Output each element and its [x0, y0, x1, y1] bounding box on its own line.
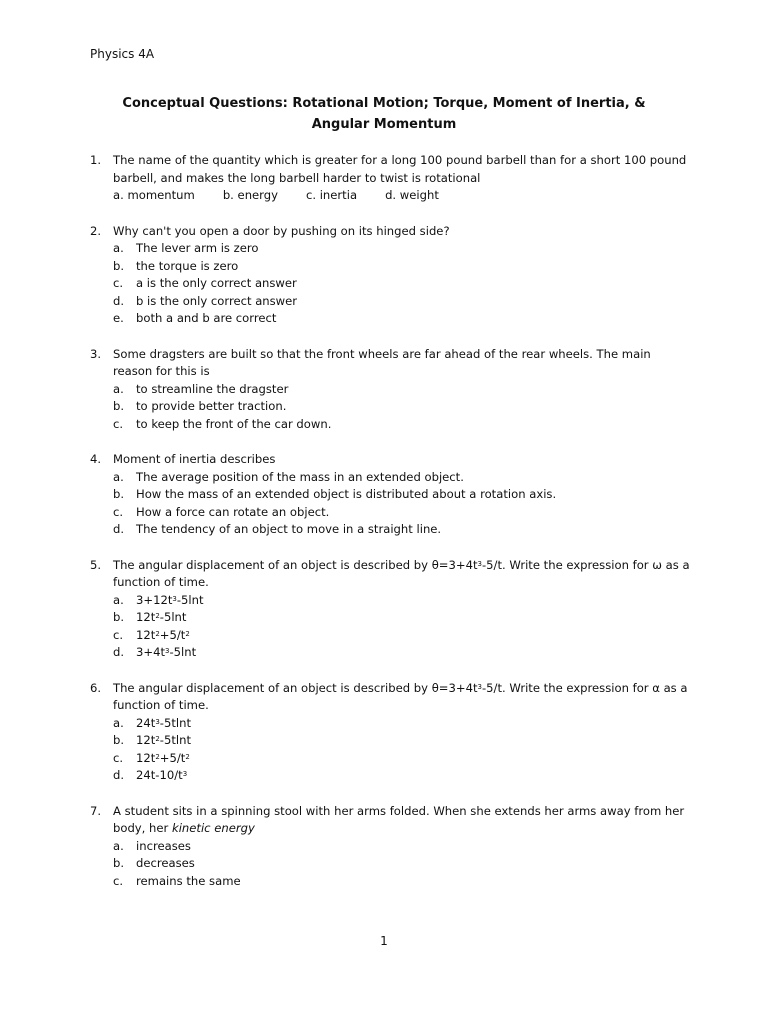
title-line-1: Conceptual Questions: Rotational Motion; Torque, Moment of Inertia, & [122, 96, 646, 111]
option-text: to streamline the dragster [136, 381, 289, 396]
question-text-part: The angular displacement of an object is described by θ=3+4t [113, 557, 478, 572]
question-number: 2. [90, 223, 102, 238]
page-number: 1 [380, 934, 388, 948]
option-a [113, 240, 690, 258]
option-text: The tendency of an object to move in a straight line. [136, 522, 442, 536]
question-number: 5. [90, 557, 102, 572]
question-text: Why can't you open a door by pushing on its hinged side? [113, 223, 450, 238]
option-c [113, 750, 690, 768]
question-text-emphasis: kinetic energy [171, 821, 255, 835]
option-b [113, 732, 690, 750]
exponent: 3 [477, 682, 482, 691]
option-text: b is the only correct answer [136, 293, 298, 308]
question-3 [90, 346, 690, 434]
worksheet-title [90, 93, 678, 135]
expr-rest: -5tlnt [159, 715, 192, 730]
title-line-2: Angular Momentum [311, 117, 457, 132]
option-label: a. [113, 469, 124, 484]
exponent: 2 [155, 612, 160, 620]
exponent: 3 [477, 559, 482, 568]
option-d [113, 644, 690, 662]
question-number: 3. [90, 346, 102, 361]
option-d [113, 293, 690, 311]
expr-base: 12t [136, 733, 156, 747]
option-a: a. momentum [113, 188, 195, 202]
answer-options [113, 469, 690, 539]
answer-options [113, 187, 690, 205]
question-6 [90, 680, 690, 785]
answer-options [113, 715, 690, 785]
question-number: 6. [90, 680, 102, 695]
option-text: remains the same [136, 873, 241, 888]
question-1 [90, 152, 690, 205]
option-e [113, 310, 690, 328]
question-5 [90, 557, 690, 662]
question-text [113, 680, 690, 715]
option-d [113, 521, 690, 539]
option-text: How the mass of an extended object is distributed about a rotation axis. [136, 487, 557, 501]
option-b [113, 398, 690, 416]
expr-rest: -5lnt [169, 645, 197, 659]
option-label: b. [113, 733, 125, 747]
option-text: a is the only correct answer [136, 276, 297, 290]
question-number: 1. [90, 153, 102, 167]
option-text: to keep the front of the car down. [136, 416, 332, 431]
option-label: e. [113, 311, 124, 325]
question-2 [90, 223, 690, 328]
expr-base: 12t [136, 610, 156, 624]
expr-rest: -5lnt [176, 592, 204, 607]
option-label: d. [113, 768, 125, 782]
option-label: d. [113, 645, 125, 659]
answer-options [113, 592, 690, 662]
option-a [113, 838, 690, 856]
option-label: d. [113, 293, 125, 308]
question-text-part: The angular displacement of an object is described by θ=3+4t [113, 680, 478, 695]
option-text: How a force can rotate an object. [136, 504, 330, 519]
option-c [113, 873, 690, 891]
option-c [113, 504, 690, 522]
answer-options [113, 838, 690, 891]
option-label: a. [113, 241, 124, 255]
option-label: c. [113, 416, 124, 431]
question-text: Moment of inertia describes [113, 452, 276, 466]
option-label: c. [113, 750, 124, 765]
exponent: 2 [185, 752, 190, 761]
exponent: 3 [182, 770, 188, 778]
answer-options [113, 240, 690, 328]
option-b: b. energy [222, 188, 278, 202]
option-label: c. [113, 504, 124, 519]
option-label: a. [113, 592, 124, 607]
exponent: 2 [155, 629, 160, 638]
option-label: a. [113, 838, 124, 853]
answer-options [113, 381, 690, 434]
option-b [113, 258, 690, 276]
expr-base: 12t [136, 627, 156, 642]
option-d: d. weight [385, 188, 439, 202]
option-a [113, 381, 690, 399]
option-text: the torque is zero [136, 258, 239, 273]
question-4 [90, 451, 690, 539]
option-text: The lever arm is zero [136, 241, 259, 255]
option-label: a. [113, 715, 124, 730]
option-label: c. [113, 627, 124, 642]
exponent: 2 [155, 752, 160, 761]
exponent: 3 [165, 647, 170, 655]
expr-base: 24t-10/t [136, 768, 183, 782]
expr-base: 3+12t [136, 592, 173, 607]
option-d [113, 767, 690, 785]
option-b [113, 609, 690, 627]
expr-rest: -5tlnt [159, 733, 192, 747]
question-7 [90, 803, 690, 891]
option-c [113, 416, 690, 434]
expr-rest: +5/t [159, 627, 186, 642]
option-b [113, 855, 690, 873]
option-label: b. [113, 399, 125, 413]
option-label: c. [113, 873, 124, 888]
option-a [113, 592, 690, 610]
question-number: 4. [90, 452, 102, 466]
option-c [113, 627, 690, 645]
question-text: The name of the quantity which is greater for a long 100 pound barbell than for a short 100 pound barbell, and makes the long barbell harder to twist is rotational [113, 153, 687, 185]
question-number: 7. [90, 803, 102, 818]
option-a [113, 715, 690, 733]
option-label: b. [113, 487, 125, 501]
question-text [113, 557, 690, 592]
option-b [113, 486, 690, 504]
option-label: c. [113, 276, 124, 290]
expr-base: 12t [136, 750, 156, 765]
exponent: 2 [185, 629, 190, 638]
expr-base: 3+4t [136, 645, 166, 659]
question-list [90, 152, 690, 908]
option-c: c. inertia [305, 188, 358, 202]
option-text: to provide better traction. [136, 399, 287, 413]
question-text: Some dragsters are built so that the front wheels are far ahead of the rear wheels. The main reason for this is [113, 346, 651, 378]
option-text: increases [136, 838, 191, 853]
option-label: b. [113, 258, 125, 273]
option-label: d. [113, 522, 125, 536]
exponent: 3 [172, 594, 177, 603]
option-label: a. [113, 381, 124, 396]
question-text [113, 803, 690, 838]
question-text-part: A student sits in a spinning stool with her arms folded. When she extends her arms away from her body, her [113, 803, 685, 835]
option-text: both a and b are correct [136, 311, 277, 325]
option-label: b. [113, 610, 125, 624]
expr-rest: -5lnt [159, 610, 187, 624]
expr-base: 24t [136, 715, 156, 730]
exponent: 3 [155, 717, 160, 726]
option-c [113, 275, 690, 293]
exponent: 2 [155, 735, 160, 743]
question-text-part: -5/t. Write the expression for α as a function of time. [113, 680, 688, 712]
option-text: The average position of the mass in an extended object. [136, 469, 464, 484]
question-text-part: -5/t. Write the expression for ω as a function of time. [113, 557, 690, 589]
course-header: Physics 4A [90, 47, 155, 61]
option-text: decreases [136, 856, 195, 870]
option-label: b. [113, 856, 125, 870]
option-a [113, 469, 690, 487]
expr-rest: +5/t [159, 750, 186, 765]
